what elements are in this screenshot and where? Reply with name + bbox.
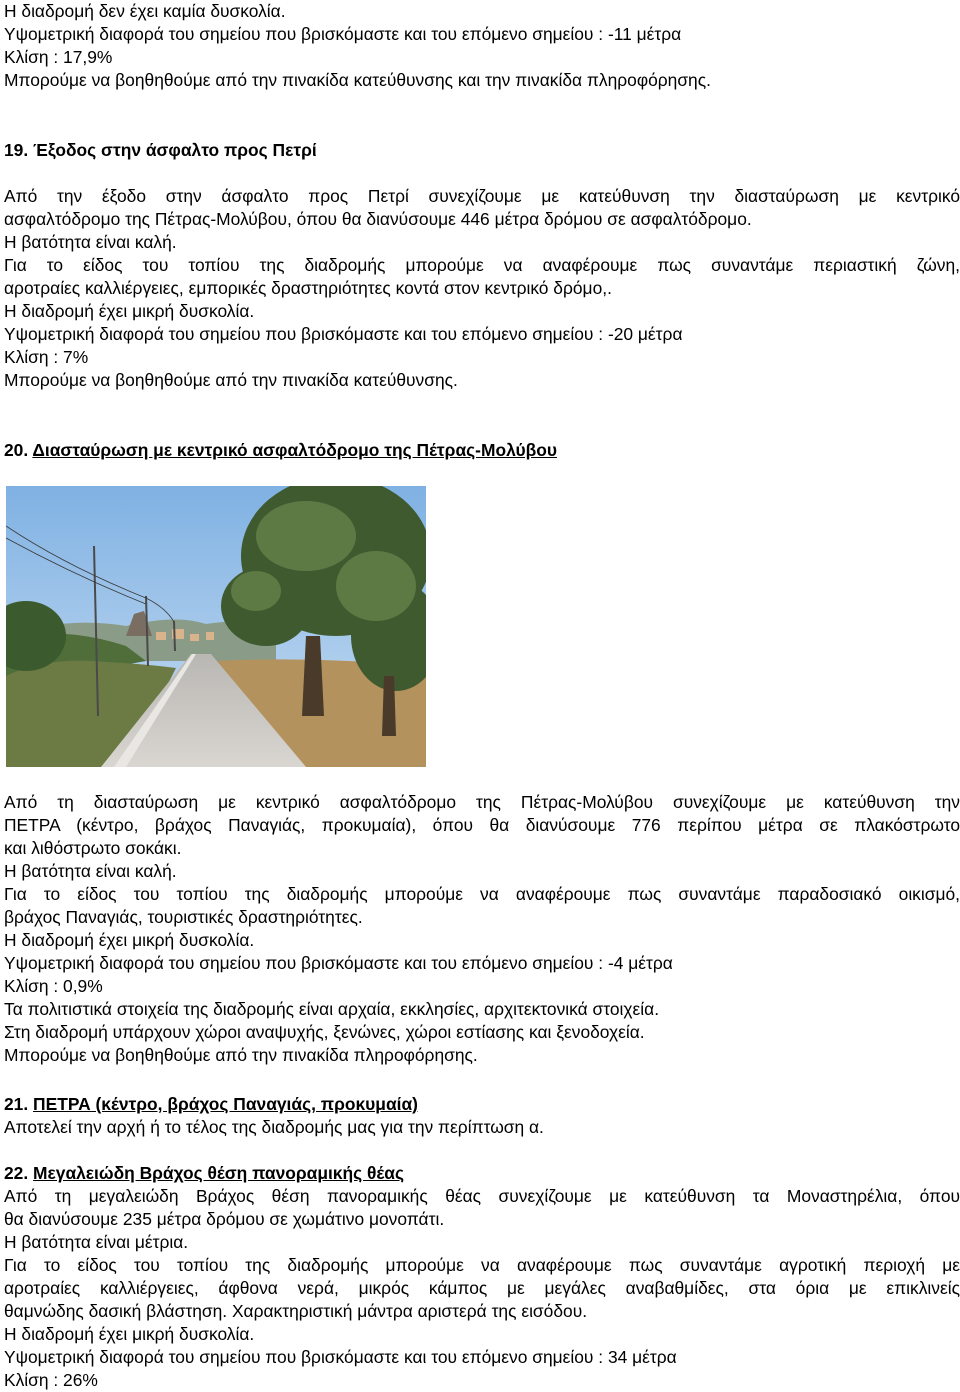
section-20-passability: Η βατότητα είναι καλή. bbox=[4, 861, 177, 881]
section-20-signage: Μπορούμε να βοηθηθούμε από την πινακίδα πληροφόρησης. bbox=[4, 1045, 478, 1065]
section-22-landscape-line: Για το είδος του τοπίου της διαδρομής μπορούμε να αναφέρουμε πως συναντάμε αγροτική περιοχή με bbox=[4, 1255, 960, 1275]
section-21-number: 21. bbox=[4, 1094, 29, 1114]
section-22-title: Μεγαλειώδη Βράχος θέση πανοραμικής θέας bbox=[33, 1163, 404, 1183]
section-19-signage: Μπορούμε να βοηθηθούμε από την πινακίδα κατεύθυνσης. bbox=[4, 370, 458, 390]
section-19-difficulty: Η διαδρομή έχει μικρή δυσκολία. bbox=[4, 301, 255, 321]
section-22-slope: Κλίση : 26% bbox=[4, 1370, 98, 1390]
section-19-slope: Κλίση : 7% bbox=[4, 347, 89, 367]
section-22-elevation: Υψομετρική διαφορά του σημείου που βρισκόμαστε και του επόμενο σημείου : 34 μέτρα bbox=[4, 1347, 677, 1367]
section-22-paragraph-line: θα διανύσουμε 235 μέτρα δρόμου σε χωμάτινο μονοπάτι. bbox=[4, 1209, 445, 1229]
section-20-landscape-line: βράχος Παναγιάς, τουριστικές δραστηριότητες. bbox=[4, 907, 363, 927]
section-22-heading bbox=[4, 1162, 960, 1185]
road-photo bbox=[6, 486, 426, 767]
section-19-landscape-line: Για το είδος του τοπίου της διαδρομής μπορούμε να αναφέρουμε πως συναντάμε περιαστική ζώνη, bbox=[4, 255, 960, 275]
elevation-text: Υψομετρική διαφορά του σημείου που βρισκόμαστε και του επόμενο σημείου : -11 μέτρα bbox=[4, 24, 682, 44]
section-20-heading bbox=[4, 439, 960, 462]
section-20-paragraph-line: και λιθόστρωτο σοκάκι. bbox=[4, 838, 182, 858]
section-20-slope: Κλίση : 0,9% bbox=[4, 976, 103, 996]
section-19-paragraph-line: Από την έξοδο στην άσφαλτο προς Πετρί συνεχίζουμε με κατεύθυνση την διασταύρωση με κεντρικό bbox=[4, 186, 960, 206]
section-20-number: 20. bbox=[4, 440, 29, 460]
section-21-text: Αποτελεί την αρχή ή το τέλος της διαδρομής μας για την περίπτωση α. bbox=[4, 1117, 544, 1137]
section-20-landscape-line: Για το είδος του τοπίου της διαδρομής μπορούμε να αναφέρουμε πως συναντάμε παραδοσιακό οικισμό, bbox=[4, 884, 960, 904]
section-20-paragraph-line: ΠΕΤΡΑ (κέντρο, βράχος Παναγιάς, προκυμαία), όπου θα διανύσουμε 776 περίπου μέτρα σε πλακόστρωτο bbox=[4, 815, 960, 835]
section-20-amenities: Στη διαδρομή υπάρχουν χώροι αναψυχής, ξενώνες, χώροι εστίασης και ξενοδοχεία. bbox=[4, 1022, 645, 1042]
section-20-paragraph-line: Από τη διασταύρωση με κεντρικό ασφαλτόδρομο της Πέτρας-Μολύβου συνεχίζουμε με κατεύθυνση την bbox=[4, 792, 960, 812]
section-20-culture: Τα πολιτιστικά στοιχεία της διαδρομής είναι αρχαία, εκκλησίες, αρχιτεκτονικά στοιχεία. bbox=[4, 999, 660, 1019]
slope-text: Κλίση : 17,9% bbox=[4, 47, 113, 67]
section-19-landscape-line: αροτραίες καλλιέργειες, εμπορικές δραστηριότητες κοντά στον κεντρικό δρόμο,. bbox=[4, 278, 612, 298]
signage-text: Μπορούμε να βοηθηθούμε από την πινακίδα κατεύθυνσης και την πινακίδα πληροφόρησης. bbox=[4, 70, 711, 90]
section-22-passability: Η βατότητα είναι μέτρια. bbox=[4, 1232, 189, 1252]
section-19-heading: 19. Έξοδος στην άσφαλτο προς Πετρί bbox=[4, 140, 317, 160]
difficulty-text: Η διαδρομή δεν έχει καμία δυσκολία. bbox=[4, 1, 286, 21]
section-20-difficulty: Η διαδρομή έχει μικρή δυσκολία. bbox=[4, 930, 255, 950]
section-19-passability: Η βατότητα είναι καλή. bbox=[4, 232, 177, 252]
section-22-landscape-line: αροτραίες καλλιέργειες, άφθονα νερά, μικρός κάμπος με μεγάλες αναβαθμίδες, στα όρια με επικλινείς bbox=[4, 1278, 960, 1298]
section-20-title: Διασταύρωση με κεντρικό ασφαλτόδρομο της Πέτρας-Μολύβου bbox=[32, 440, 557, 460]
section-22-number: 22. bbox=[4, 1163, 29, 1183]
section-22-landscape-line: θαμνώδης δασική βλάστηση. Χαρακτηριστική μάντρα αριστερά της εισόδου. bbox=[4, 1301, 588, 1321]
section-22-difficulty: Η διαδρομή έχει μικρή δυσκολία. bbox=[4, 1324, 255, 1344]
section-19-paragraph-line: ασφαλτόδρομο της Πέτρας-Μολύβου, όπου θα διανύσουμε 446 μέτρα δρόμου σε ασφαλτόδρομο. bbox=[4, 209, 752, 229]
section-21-heading bbox=[4, 1093, 960, 1116]
section-20-elevation: Υψομετρική διαφορά του σημείου που βρισκόμαστε και του επόμενο σημείου : -4 μέτρα bbox=[4, 953, 673, 973]
section-19-elevation: Υψομετρική διαφορά του σημείου που βρισκόμαστε και του επόμενο σημείου : -20 μέτρα bbox=[4, 324, 683, 344]
section-21-title: ΠΕΤΡΑ (κέντρο, βράχος Παναγιάς, προκυμαία) bbox=[33, 1094, 418, 1114]
section-22-paragraph-line: Από τη μεγαλειώδη Βράχος θέση πανοραμικής θέας συνεχίζουμε με κατεύθυνση τα Μοναστηρέλια, όπου bbox=[4, 1186, 960, 1206]
